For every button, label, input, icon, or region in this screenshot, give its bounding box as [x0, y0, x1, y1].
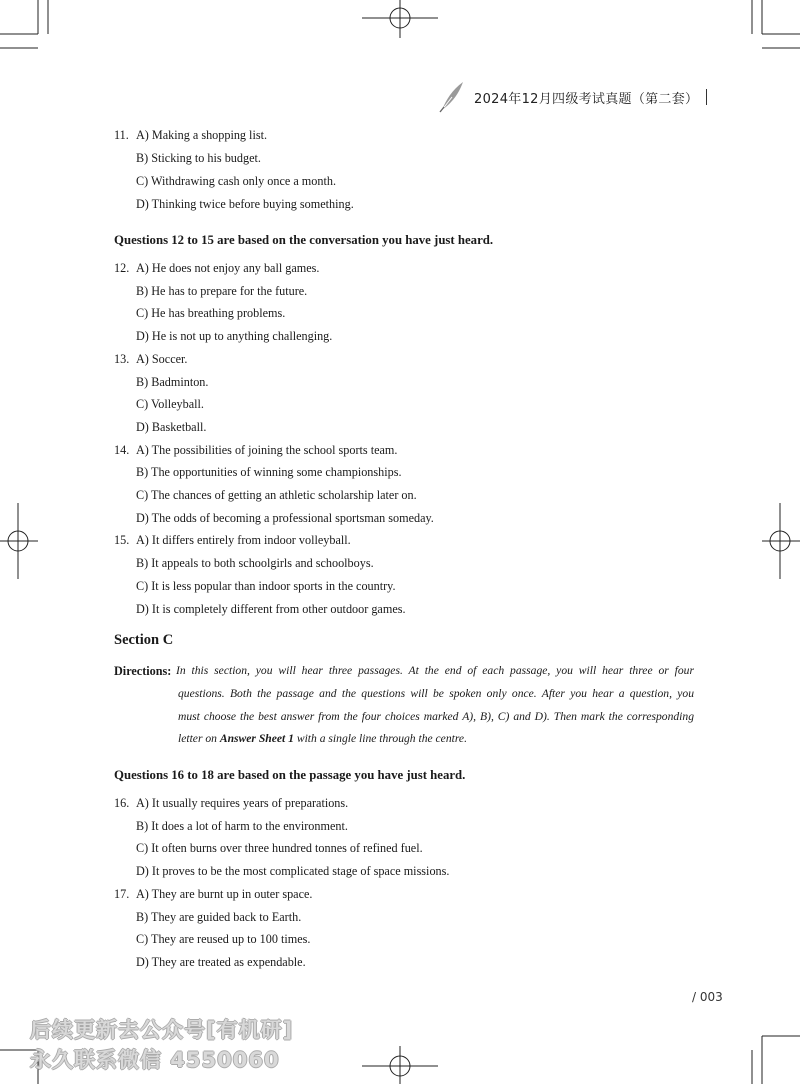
option-a: A) It differs entirely from indoor volleyball.	[136, 533, 351, 547]
option-a: A) They are burnt up in outer space.	[136, 887, 313, 901]
page-number: / 003	[692, 990, 723, 1004]
option-d: D) The odds of becoming a professional sportsman someday.	[136, 511, 434, 525]
option-c: C) He has breathing problems.	[136, 306, 286, 320]
option-b: B) It appeals to both schoolgirls and schoolboys.	[136, 556, 374, 570]
option-d: D) He is not up to anything challenging.	[136, 329, 333, 343]
option-a: A) It usually requires years of preparations.	[136, 796, 349, 810]
watermark-line-2: 永久联系微信 4550060	[30, 1048, 280, 1072]
option-b: B) They are guided back to Earth.	[136, 910, 302, 924]
question-12	[114, 261, 320, 276]
question-15	[114, 533, 351, 548]
option-a: A) He does not enjoy any ball games.	[136, 261, 320, 275]
question-number: 17.	[114, 887, 130, 901]
question-number: 11.	[114, 128, 129, 142]
header-title: 2024年12月四级考试真题（第二套）	[474, 91, 699, 107]
question-14	[114, 443, 398, 458]
option-d: D) It is completely different from other outdoor games.	[136, 602, 406, 616]
question-16	[114, 796, 349, 811]
option-b: B) The opportunities of winning some championships.	[136, 465, 402, 479]
register-mark-left	[0, 503, 38, 579]
option-c: C) The chances of getting an athletic scholarship later on.	[136, 488, 417, 502]
option-c: C) They are reused up to 100 times.	[136, 932, 311, 946]
question-13	[114, 352, 188, 367]
section-title: Section C	[114, 632, 174, 648]
option-d: D) Thinking twice before buying something.	[136, 197, 354, 211]
question-number: 14.	[114, 443, 130, 457]
directions-line-2: questions. Both the passage and the questions will be spoken only once. After you hear a question, you	[178, 687, 694, 700]
directions-line-3: must choose the best answer from the four choices marked A), B), C) and D). Then mark the corresponding	[178, 710, 694, 723]
page-header	[438, 80, 707, 114]
option-b: B) It does a lot of harm to the environment.	[136, 819, 348, 833]
directions-label: Directions:	[114, 664, 172, 678]
option-b: B) Badminton.	[136, 375, 209, 389]
register-mark-right	[762, 503, 800, 579]
option-d: D) Basketball.	[136, 420, 207, 434]
option-d: D) They are treated as expendable.	[136, 955, 306, 969]
option-a: A) The possibilities of joining the school sports team.	[136, 443, 398, 457]
option-c: C) It often burns over three hundred tonnes of refined fuel.	[136, 841, 423, 855]
directions-text: letter on	[178, 732, 220, 745]
register-mark-bottom	[362, 1046, 438, 1084]
directions-text: with a single line through the centre.	[293, 732, 467, 745]
option-a: A) Making a shopping list.	[136, 128, 268, 142]
answer-sheet-emphasis: Answer Sheet 1	[219, 732, 294, 745]
option-c: C) It is less popular than indoor sports in the country.	[136, 579, 396, 593]
option-d: D) It proves to be the most complicated stage of space missions.	[136, 864, 450, 878]
option-b: B) He has to prepare for the future.	[136, 284, 308, 298]
questions-heading: Questions 16 to 18 are based on the passage you have just heard.	[114, 768, 466, 782]
directions-line-4	[178, 732, 694, 745]
option-c: C) Withdrawing cash only once a month.	[136, 174, 336, 188]
question-number: 15.	[114, 533, 130, 547]
question-11	[114, 128, 268, 143]
questions-heading: Questions 12 to 15 are based on the conversation you have just heard.	[114, 233, 494, 247]
question-number: 12.	[114, 261, 130, 275]
question-number: 13.	[114, 352, 130, 366]
question-17	[114, 887, 313, 902]
header-divider	[706, 89, 707, 105]
watermark-line-1: 后续更新去公众号[有机研]	[30, 1018, 294, 1042]
directions-line-1: In this section, you will hear three passages. At the end of each passage, you will hear three or four	[176, 664, 694, 677]
option-c: C) Volleyball.	[136, 397, 204, 411]
register-mark-top	[362, 0, 438, 38]
option-a: A) Soccer.	[136, 352, 188, 366]
option-b: B) Sticking to his budget.	[136, 151, 261, 165]
question-number: 16.	[114, 796, 130, 810]
quill-icon	[438, 80, 466, 114]
